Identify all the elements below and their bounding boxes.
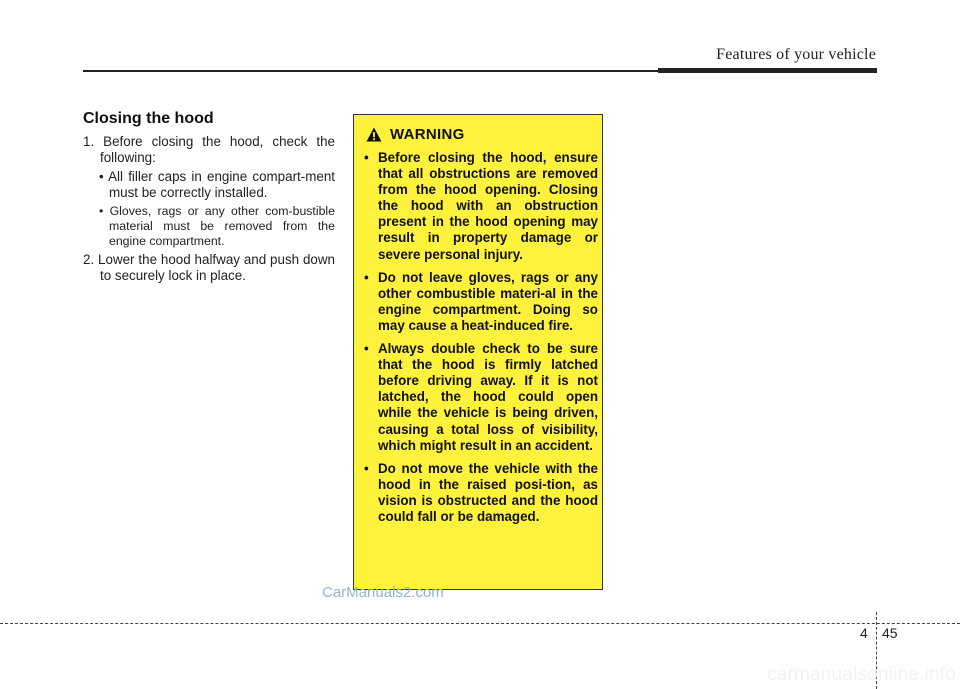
step-1: 1. Before closing the hood, check the following: [83, 134, 335, 165]
warning-item: • Do not move the vehicle with the hood in the raised posi-tion, as vision is obstructed and the hood could fall or be damaged. [364, 460, 598, 524]
step-1-bullet-1: • All filler caps in engine compart-ment must be correctly installed. [99, 169, 335, 200]
warning-triangle-icon [366, 127, 382, 142]
warning-item: • Before closing the hood, ensure that all obstructions are removed from the hood opening. Closing the hood with an obstruction present in the hood opening may result in property damage or severe personal injury. [364, 150, 598, 262]
warning-title: WARNING [390, 125, 465, 143]
warning-item: • Do not leave gloves, rags or any other combustible materi-al in the engine compartment. Doing so may cause a heat-induced fire. [364, 269, 598, 333]
warning-box [353, 114, 603, 590]
footer-divider [0, 623, 960, 624]
warning-list [364, 150, 598, 532]
footer-site-watermark: carmanualsonline.info [766, 664, 956, 685]
warning-item: • Always double check to be sure that the hood is firmly latched before driving away. If it is not latched, the hood could open while the vehicle is being driven, causing a total loss of visibility, which might result in an accident. [364, 341, 598, 453]
chapter-number: 4 [860, 625, 868, 641]
section-title: Closing the hood [83, 110, 214, 127]
warning-item-text: Always double check to be sure that the hood is firmly latched before driving away. If it is not latched, the hood could open while the vehicle is being driven, causing a total loss of visibility, which might result in an accident. [378, 341, 598, 453]
header-rule-thick [658, 68, 877, 73]
step-2: 2. Lower the hood halfway and push down to securely lock in place. [83, 252, 335, 283]
section-header-title: Features of your vehicle [716, 46, 876, 63]
page-number: 45 [882, 625, 898, 641]
warning-header [366, 124, 465, 144]
watermark-link[interactable]: CarManuals2.com [322, 584, 444, 601]
warning-item-text: Do not move the vehicle with the hood in the raised posi-tion, as vision is obstructed and the hood could fall or be damaged. [378, 460, 598, 524]
closing-hood-section [83, 110, 335, 284]
header-rule [83, 70, 658, 72]
step-1-bullet-2: • Gloves, rags or any other com-bustible material must be removed from the engine compartment. [99, 204, 335, 248]
warning-item-text: Before closing the hood, ensure that all obstructions are removed from the hood opening. Closing the hood with an obstruction present in the hood opening may result in property damage or severe personal injury. [378, 150, 598, 262]
warning-item-text: Do not leave gloves, rags or any other combustible materi-al in the engine compartment. Doing so may cause a heat-induced fire. [378, 269, 598, 333]
